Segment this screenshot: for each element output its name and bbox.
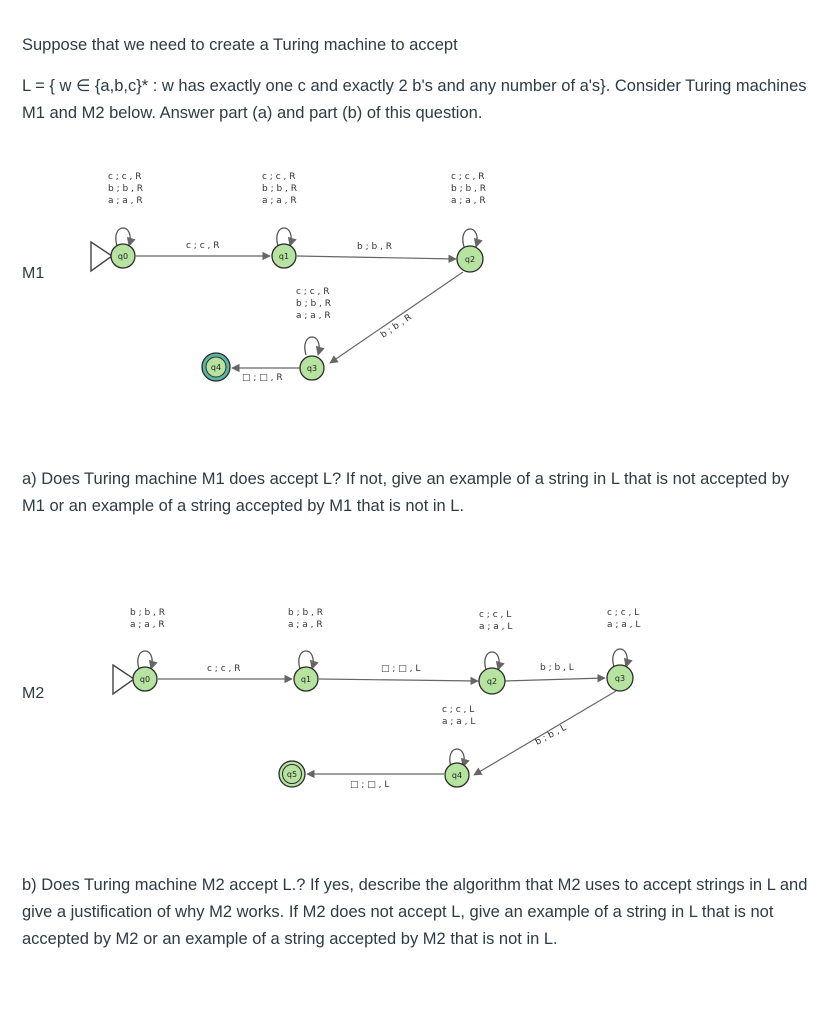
m1-q0-loop-labels [108,172,143,206]
m2-start-arrow [113,665,134,694]
m2-label: M2 [22,685,45,702]
m2-state-q1 [294,667,318,691]
m2-q3-loop-label-1: c ; c , L [607,608,640,618]
m1-state-q0 [111,244,135,268]
m1-q1-loop-label-2: b ; b , R [262,184,298,194]
question-b: b) Does Turing machine M2 accept L.? If yes, describe the algorithm that M2 uses to accept strings in L and give a justification of why M2 works. If M2 does not accept L, give an example of a string in L that is not accepted by M2 or an example of a string accepted by M2 that is not in L. [22,876,808,948]
m2-q0-loop-labels [130,608,165,630]
m2-diagram [0,598,829,808]
m2-state-q2 [479,668,505,694]
m2-q0-self-loop [138,651,152,669]
m2-q4-loop-label-2: a ; a , L [442,717,476,727]
m1-state-q3 [300,356,324,380]
m1-diagram [0,160,829,400]
m1-start-arrow [91,242,112,271]
m1-q2-loop-label-3: a ; a , R [451,196,486,206]
m2-edge-q1-q2 [319,679,478,681]
m1-q1-loop-labels [262,172,297,206]
m2-q2-loop-label-2: a ; a , L [479,622,513,632]
m1-state-q0-label: q0 [117,252,129,261]
m2-state-q4 [445,763,469,787]
m1-state-q2 [457,246,483,272]
m1-state-q4-label: q4 [210,363,222,372]
m2-q2-self-loop [485,652,499,670]
m1-q0-self-loop [116,228,130,246]
m1-q0-loop-label-2: b ; b , R [108,184,144,194]
m2-edge-q2-q3 [505,678,605,681]
m1-edge-q2-q3-label: b ; b , R [379,312,414,341]
m1-label: M1 [22,265,45,282]
m2-state-q0-label: q0 [139,675,151,684]
m2-q4-loop-label-1: c ; c , L [442,705,475,715]
m2-state-q5-label: q5 [286,770,298,779]
m1-q1-loop-label-1: c ; c , R [262,172,296,182]
m1-state-q1 [272,244,296,268]
m2-q1-loop-labels [288,608,323,630]
m1-q3-loop-label-1: c ; c , R [296,287,330,297]
m2-edge-q1-q2-label: □ ; □ , L [381,664,421,674]
m2-state-q5-accepting [279,761,305,787]
m1-state-q2-label: q2 [464,255,476,264]
m2-state-q4-label: q4 [451,771,463,780]
m2-edge-q2-q3-label: b ; b , L [540,663,574,673]
m1-state-q1-label: q1 [278,252,290,261]
m1-state-q4-accepting [202,353,230,381]
m2-state-q0 [133,667,157,691]
m2-q0-loop-label-2: a ; a , R [130,620,165,630]
m1-q0-loop-label-1: c ; c , R [108,172,142,182]
m1-edge-q3-q4-label: □ ; □ , R [242,373,283,383]
m1-q3-loop-label-2: b ; b , R [296,299,332,309]
m1-q2-self-loop [463,229,477,247]
m2-q4-loop-labels [442,705,475,727]
m1-q2-loop-label-1: c ; c , R [451,172,485,182]
m1-edge-q2-q3 [330,272,463,363]
m2-q1-loop-label-1: b ; b , R [288,608,324,618]
m1-edge-q0-q1-label: c ; c , R [186,241,220,251]
m2-state-q3-label: q3 [614,674,626,683]
m2-edge-q0-q1-label: c ; c , R [207,664,241,674]
m2-state-q3 [607,665,633,691]
m1-edge-q1-q2 [297,256,456,259]
m2-q3-loop-label-2: a ; a , L [607,620,641,630]
m2-state-q1-label: q1 [300,675,312,684]
m2-edge-q3-q4-label: b ; b , L [533,722,569,748]
language-definition: L = { w ∈ {a,b,c}* : w has exactly one c and exactly 2 b's and any number of a's}. Consider Turing machines M1 and M2 below. Answer part (a) and part (b) of this question. [22,77,807,122]
m2-q1-loop-label-2: a ; a , R [288,620,323,630]
intro-text: Suppose that we need to create a Turing machine to accept [22,36,458,54]
m2-edge-q4-q5-label: □ ; □ , L [350,780,390,790]
m1-q1-loop-label-3: a ; a , R [262,196,297,206]
m2-q2-loop-label-1: c ; c , L [479,610,512,620]
m1-q2-loop-labels [451,172,486,206]
m1-q3-loop-label-3: a ; a , R [296,311,331,321]
m1-q2-loop-label-2: b ; b , R [451,184,487,194]
m1-edge-q1-q2-label: b ; b , R [357,242,393,252]
m2-q0-loop-label-1: b ; b , R [130,608,166,618]
question-a: a) Does Turing machine M1 does accept L? If not, give an example of a string in L that is not accepted by M1 or an example of a string accepted by M1 that is not in L. [22,470,790,515]
m1-q3-loop-labels [296,287,331,321]
m2-q2-loop-labels [479,610,512,632]
m1-state-q3-label: q3 [306,364,318,373]
m2-q3-loop-labels [607,608,640,630]
m1-q0-loop-label-3: a ; a , R [108,196,143,206]
m2-q3-self-loop [613,649,627,667]
m2-q1-self-loop [299,651,313,669]
m2-state-q2-label: q2 [486,677,498,686]
m1-q1-self-loop [277,228,291,246]
m1-q3-self-loop [305,337,319,355]
